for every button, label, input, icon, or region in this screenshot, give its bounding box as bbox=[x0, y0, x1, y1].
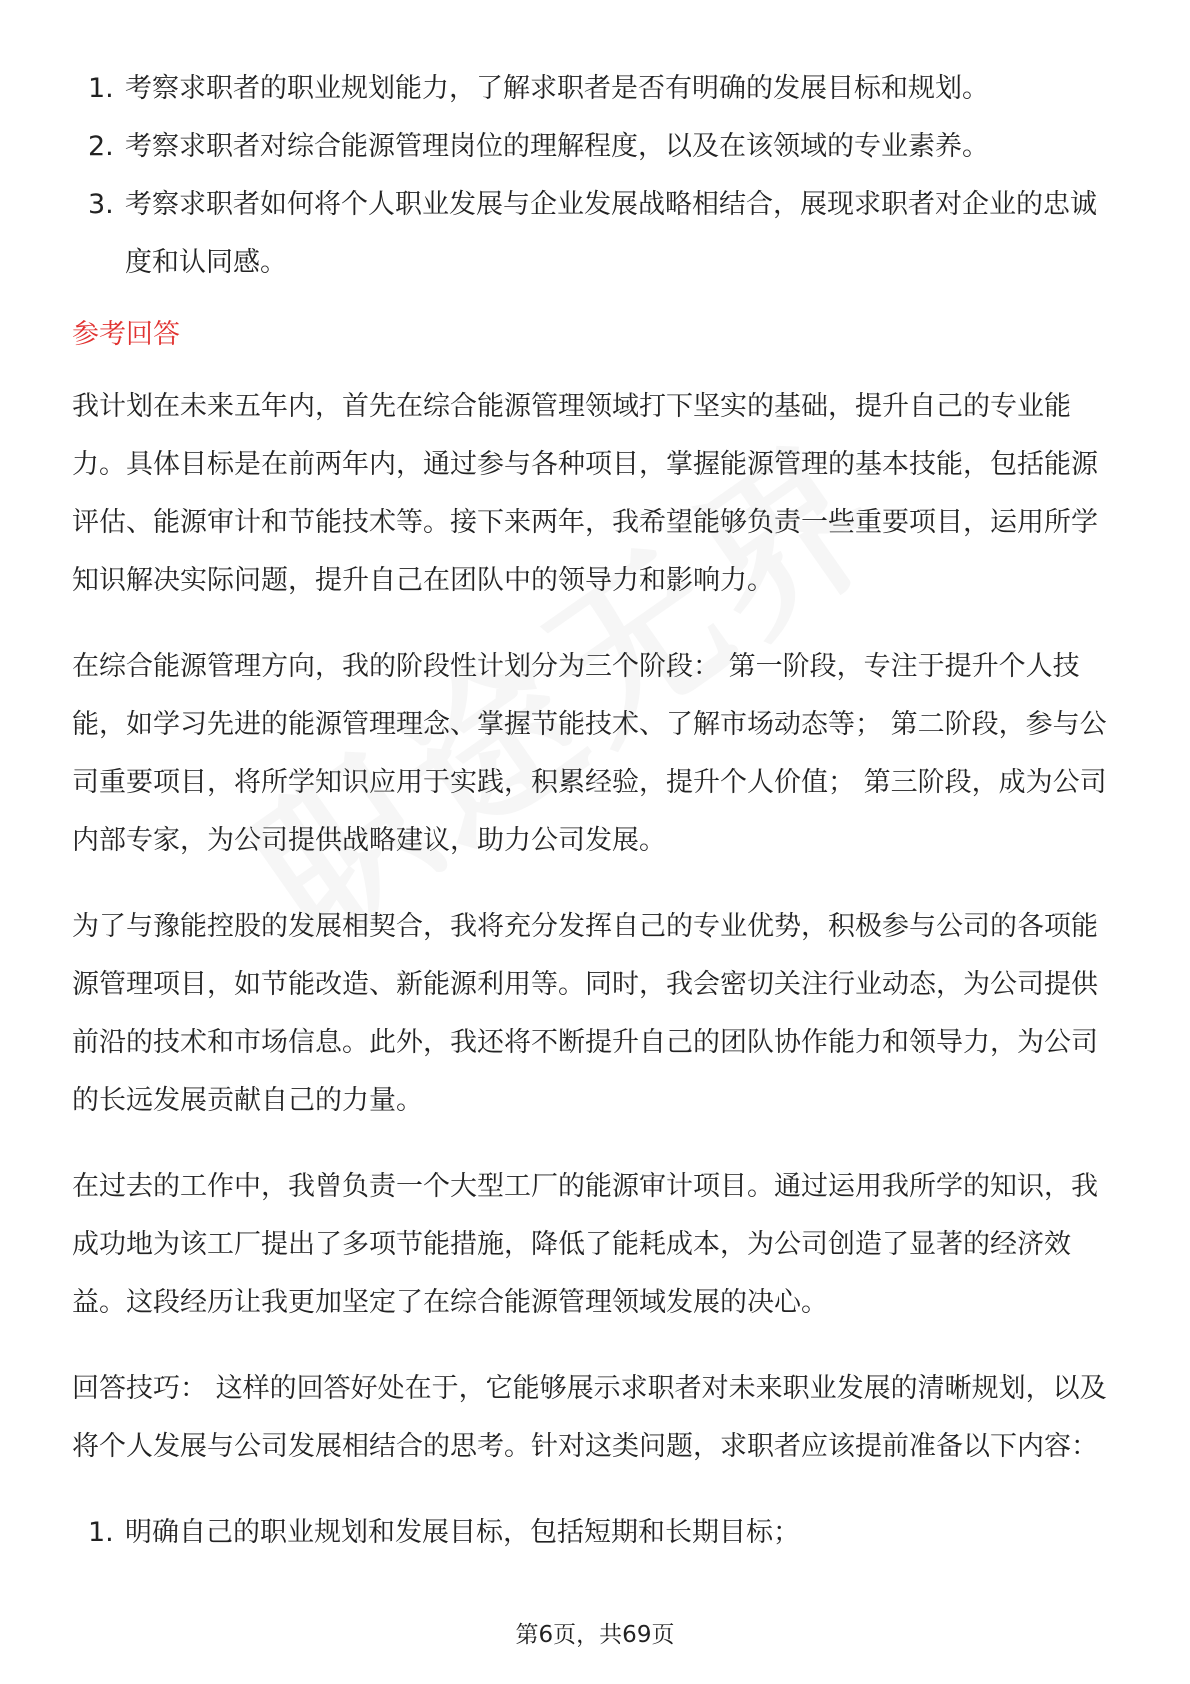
list-item-text: 考察求职者对综合能源管理岗位的理解程度，以及在该领域的专业素养。 bbox=[125, 131, 989, 162]
list-item-text: 考察求职者的职业规划能力，了解求职者是否有明确的发展目标和规划。 bbox=[125, 73, 989, 104]
paragraph: 在综合能源管理方向，我的阶段性计划分为三个阶段： 第一阶段，专注于提升个人技能，如学习先进的能源管理理念、掌握节能技术、了解市场动态等； 第二阶段，参与公司重要项目，将所学知识应用于实践，积累经验，提升个人价值； 第三阶段，成为公司内部专家，为公司提供战略建议，助力公司发展。 bbox=[72, 651, 1107, 856]
list-item-text: 明确自己的职业规划和发展目标，包括短期和长期目标； bbox=[125, 1517, 800, 1548]
list-item-text: 考察求职者如何将个人职业发展与企业发展战略相结合，展现求职者对企业的忠诚度和认同感。 bbox=[125, 189, 1097, 278]
list-item-number: 2. bbox=[88, 131, 114, 162]
list-item bbox=[72, 118, 1122, 176]
paragraph: 为了与豫能控股的发展相契合，我将充分发挥自己的专业优势，积极参与公司的各项能源管理项目，如节能改造、新能源利用等。同时，我会密切关注行业动态，为公司提供前沿的技术和市场信息。此外，我还将不断提升自己的团队协作能力和领导力，为公司的长远发展贡献自己的力量。 bbox=[72, 911, 1098, 1116]
paragraph: 在过去的工作中，我曾负责一个大型工厂的能源审计项目。通过运用我所学的知识，我成功地为该工厂提出了多项节能措施，降低了能耗成本，为公司创造了显著的经济效益。这段经历让我更加坚定了在综合能源管理领域发展的决心。 bbox=[72, 1171, 1098, 1318]
list-item-number: 3. bbox=[88, 189, 114, 220]
intro-list bbox=[72, 60, 1122, 292]
list-item bbox=[72, 1504, 1122, 1562]
paragraph: 我计划在未来五年内，首先在综合能源管理领域打下坚实的基础，提升自己的专业能力。具体目标是在前两年内，通过参与各种项目，掌握能源管理的基本技能，包括能源评估、能源审计和节能技术等。接下来两年，我希望能够负责一些重要项目，运用所学知识解决实际问题，提升自己在团队中的领导力和影响力。 bbox=[72, 391, 1098, 596]
page-content bbox=[72, 60, 1122, 1562]
list-item bbox=[72, 60, 1122, 118]
list-item-number: 1. bbox=[88, 73, 114, 104]
list-item-number: 1. bbox=[88, 1517, 114, 1548]
list-item bbox=[72, 176, 1122, 292]
tips-list bbox=[72, 1504, 1122, 1562]
section-title: 参考回答 bbox=[72, 319, 180, 350]
page-footer: 第6页，共69页 bbox=[515, 1622, 675, 1648]
paragraph: 回答技巧： 这样的回答好处在于，它能够展示求职者对未来职业发展的清晰规划，以及将个人发展与公司发展相结合的思考。针对这类问题，求职者应该提前准备以下内容： bbox=[72, 1373, 1107, 1462]
